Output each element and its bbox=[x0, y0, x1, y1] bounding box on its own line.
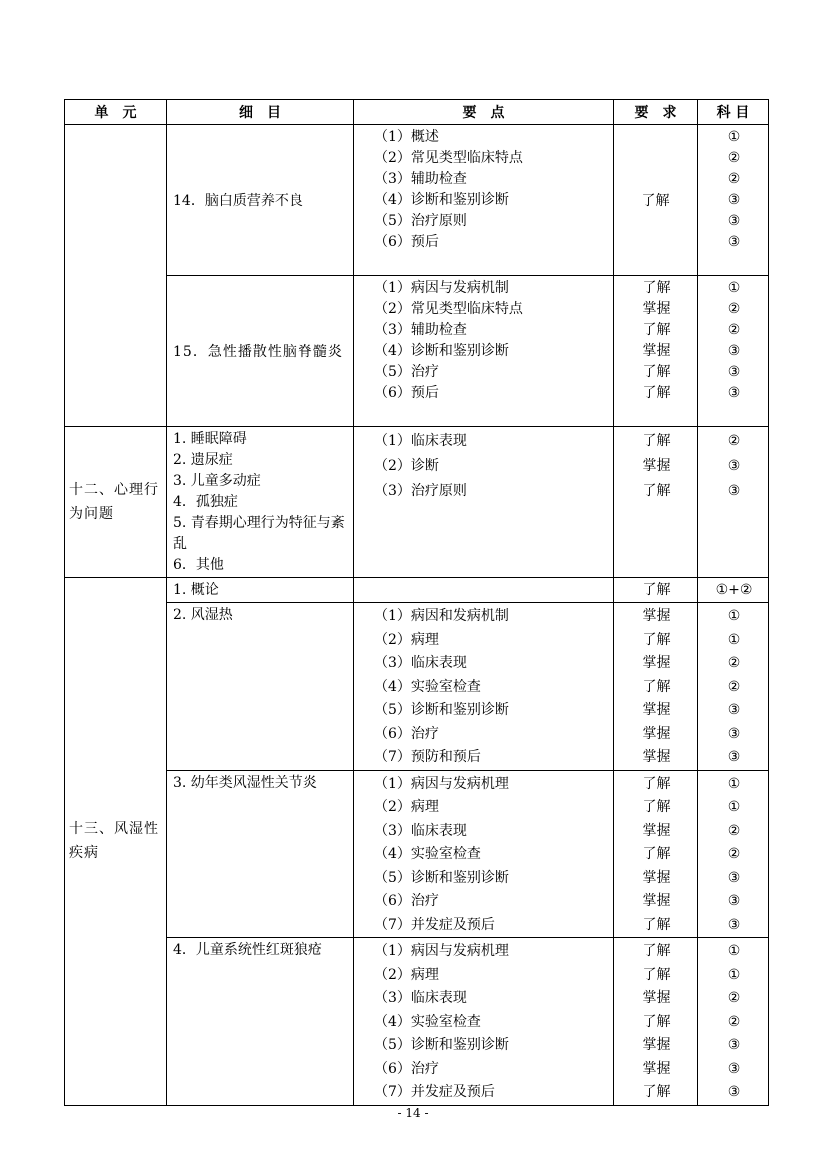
subject-label: ③ bbox=[727, 725, 741, 742]
point-label: （3）临床表现 bbox=[374, 990, 467, 1006]
requirement-label: 了解 bbox=[642, 966, 671, 983]
requirement-label: 了解 bbox=[642, 433, 671, 449]
item-label: 15．急性播散性脑脊髓炎 bbox=[173, 343, 343, 360]
requirement-label: 了解 bbox=[642, 1084, 671, 1100]
point-label: （2）病理 bbox=[374, 631, 439, 648]
point-label: （6）预后 bbox=[374, 234, 439, 250]
point-label: （3）临床表现 bbox=[374, 822, 467, 839]
requirement-label: 了解 bbox=[642, 916, 671, 933]
subject-label: ③ bbox=[727, 749, 741, 765]
table-row bbox=[65, 125, 769, 276]
point-label: （1）概述 bbox=[374, 129, 439, 145]
subject-label: ③ bbox=[727, 458, 741, 474]
item-cell bbox=[167, 770, 354, 938]
subject-label: ① bbox=[727, 943, 741, 959]
point-label: （6）预后 bbox=[374, 385, 439, 401]
subject-label: ③ bbox=[727, 1084, 741, 1100]
item-label: 1. 概论 bbox=[173, 582, 219, 598]
table-row bbox=[65, 276, 769, 427]
point-label: （3）临床表现 bbox=[374, 655, 467, 671]
subject-cell bbox=[698, 770, 769, 938]
item-label: 14．脑白质营养不良 bbox=[173, 192, 303, 209]
point-label: （2）常见类型临床特点 bbox=[374, 150, 523, 166]
syllabus-table bbox=[64, 99, 769, 1106]
point-label: （6）治疗 bbox=[374, 725, 439, 742]
requirement-cell bbox=[614, 770, 698, 938]
item-cell bbox=[167, 603, 354, 771]
point-label: （4）诊断和鉴别诊断 bbox=[374, 343, 509, 359]
subject-label: ③ bbox=[727, 213, 741, 229]
requirement-label: 掌握 bbox=[642, 608, 671, 624]
requirement-label: 了解 bbox=[642, 846, 671, 862]
requirement-label: 掌握 bbox=[642, 749, 671, 765]
subject-label: ② bbox=[727, 301, 741, 317]
subject-label: ① bbox=[727, 280, 741, 296]
point-label: （4）实验室检查 bbox=[374, 678, 481, 695]
subject-label: ③ bbox=[727, 1037, 741, 1053]
subject-label: ② bbox=[727, 171, 741, 187]
point-label: （3）治疗原则 bbox=[374, 483, 467, 499]
requirement-cell bbox=[614, 276, 698, 427]
subject-cell bbox=[698, 125, 769, 276]
header-points: 要 点 bbox=[354, 100, 614, 125]
point-label: （4）诊断和鉴别诊断 bbox=[374, 192, 509, 208]
requirement-label: 掌握 bbox=[642, 702, 671, 718]
item-label: 1. 睡眠障碍 bbox=[173, 431, 247, 447]
page-number: - 14 - bbox=[397, 1106, 429, 1120]
point-label: （5）治疗 bbox=[374, 364, 439, 380]
subject-label: ② bbox=[727, 822, 741, 839]
subject-label: ② bbox=[727, 150, 741, 166]
requirement-label: 掌握 bbox=[642, 458, 671, 474]
requirement-label: 掌握 bbox=[642, 301, 671, 317]
requirement-label: 了解 bbox=[642, 483, 671, 499]
point-label: （7）并发症及预后 bbox=[374, 916, 495, 933]
requirement-label: 了解 bbox=[642, 631, 671, 648]
requirement-label: 了解 bbox=[642, 1013, 671, 1030]
subject-label: ③ bbox=[727, 869, 741, 886]
point-label: （6）治疗 bbox=[374, 893, 439, 909]
subject-cell bbox=[698, 603, 769, 771]
header-subject: 科 目 bbox=[698, 100, 769, 125]
requirement-label: 掌握 bbox=[642, 822, 671, 839]
unit-cell bbox=[65, 125, 167, 427]
requirement-cell bbox=[614, 578, 698, 603]
item-label: 3. 儿童多动症 bbox=[173, 473, 261, 489]
header-requirement: 要 求 bbox=[614, 100, 698, 125]
requirement-label: 掌握 bbox=[642, 869, 671, 886]
point-label: （1）病因和发病机制 bbox=[374, 608, 509, 624]
subject-label: ③ bbox=[727, 1060, 741, 1077]
item-label: 4．儿童系统性红斑狼疮 bbox=[173, 942, 322, 958]
requirement-label: 掌握 bbox=[642, 725, 671, 742]
requirement-label: 了解 bbox=[642, 582, 671, 598]
requirement-label: 掌握 bbox=[642, 1037, 671, 1053]
requirement-label: 了解 bbox=[642, 775, 671, 792]
subject-cell bbox=[698, 276, 769, 427]
points-cell bbox=[354, 276, 614, 427]
unit-cell: 十三、风湿性疾病 bbox=[65, 578, 167, 1106]
subject-cell bbox=[698, 578, 769, 603]
point-label: （1）临床表现 bbox=[374, 433, 467, 449]
item-label: 4．孤独症 bbox=[173, 494, 238, 510]
item-label: 2. 遗尿症 bbox=[173, 452, 233, 468]
points-cell bbox=[354, 770, 614, 938]
unit-cell: 十二、心理行为问题 bbox=[65, 427, 167, 578]
requirement-label: 掌握 bbox=[642, 655, 671, 671]
table-row bbox=[65, 603, 769, 771]
points-cell bbox=[354, 578, 614, 603]
point-label: （2）常见类型临床特点 bbox=[374, 301, 523, 317]
requirement-cell bbox=[614, 603, 698, 771]
item-label: 6．其他 bbox=[173, 557, 224, 573]
subject-cell bbox=[698, 938, 769, 1106]
subject-label: ① bbox=[727, 799, 741, 815]
points-cell bbox=[354, 427, 614, 578]
requirement-label: 了解 bbox=[642, 799, 671, 815]
subject-label: ② bbox=[727, 322, 741, 338]
subject-label: ③ bbox=[727, 343, 741, 359]
requirement-label: 掌握 bbox=[642, 893, 671, 909]
point-label: （4）实验室检查 bbox=[374, 1013, 481, 1030]
point-label: （2）病理 bbox=[374, 966, 439, 983]
point-label: （6）治疗 bbox=[374, 1060, 439, 1077]
requirement-label: 了解 bbox=[642, 322, 671, 338]
subject-label: ② bbox=[727, 846, 741, 862]
subject-cell bbox=[698, 427, 769, 578]
subject-label: ③ bbox=[727, 385, 741, 401]
point-label: （7）并发症及预后 bbox=[374, 1084, 495, 1100]
table-row bbox=[65, 578, 769, 603]
subject-label: ② bbox=[727, 433, 741, 449]
requirement-label: 了解 bbox=[642, 364, 671, 380]
point-label: （2）病理 bbox=[374, 799, 439, 815]
requirement-label: 掌握 bbox=[642, 1060, 671, 1077]
subject-label: ① bbox=[727, 966, 741, 983]
requirement-cell: 了解 bbox=[614, 125, 698, 276]
subject-label: ①+② bbox=[715, 582, 753, 598]
point-label: （2）诊断 bbox=[374, 458, 439, 474]
point-label: （1）病因与发病机制 bbox=[374, 280, 509, 296]
subject-label: ② bbox=[727, 1013, 741, 1030]
table-row bbox=[65, 427, 769, 578]
point-label: （5）诊断和鉴别诊断 bbox=[374, 1037, 509, 1053]
requirement-cell bbox=[614, 427, 698, 578]
subject-label: ③ bbox=[727, 234, 741, 250]
subject-label: ② bbox=[727, 990, 741, 1006]
point-label: （5）诊断和鉴别诊断 bbox=[374, 702, 509, 718]
item-cell bbox=[167, 578, 354, 603]
point-label: （4）实验室检查 bbox=[374, 846, 481, 862]
subject-label: ① bbox=[727, 775, 741, 792]
subject-label: ② bbox=[727, 678, 741, 695]
subject-label: ③ bbox=[727, 364, 741, 380]
subject-label: ③ bbox=[727, 893, 741, 909]
header-row bbox=[65, 100, 769, 125]
point-label: （7）预防和预后 bbox=[374, 749, 481, 765]
requirement-label: 了解 bbox=[642, 385, 671, 401]
table-row bbox=[65, 770, 769, 938]
subject-label: ③ bbox=[727, 192, 741, 208]
subject-label: ③ bbox=[727, 702, 741, 718]
item-cell bbox=[167, 427, 354, 578]
item-label: 2. 风湿热 bbox=[173, 607, 233, 623]
subject-label: ① bbox=[727, 631, 741, 648]
requirement-label: 掌握 bbox=[642, 343, 671, 359]
requirement-label: 掌握 bbox=[642, 990, 671, 1006]
point-label: （5）诊断和鉴别诊断 bbox=[374, 869, 509, 886]
point-label: （3）辅助检查 bbox=[374, 322, 467, 338]
subject-label: ② bbox=[727, 655, 741, 671]
point-label: （5）治疗原则 bbox=[374, 213, 467, 229]
point-label: （1）病因与发病机理 bbox=[374, 775, 509, 792]
point-label: （3）辅助检查 bbox=[374, 171, 467, 187]
item-label: 3. 幼年类风湿性关节炎 bbox=[173, 774, 317, 791]
item-label: 5. 青春期心理行为特征与紊乱 bbox=[173, 515, 345, 552]
requirement-label: 了解 bbox=[642, 943, 671, 959]
item-cell bbox=[167, 125, 354, 276]
points-cell bbox=[354, 938, 614, 1106]
point-label: （1）病因与发病机理 bbox=[374, 943, 509, 959]
points-cell bbox=[354, 603, 614, 771]
table-row bbox=[65, 938, 769, 1106]
points-cell bbox=[354, 125, 614, 276]
requirement-label: 了解 bbox=[642, 280, 671, 296]
subject-label: ① bbox=[727, 608, 741, 624]
header-item: 细 目 bbox=[167, 100, 354, 125]
item-cell bbox=[167, 276, 354, 427]
requirement-label: 了解 bbox=[642, 678, 671, 695]
subject-label: ① bbox=[727, 129, 741, 145]
subject-label: ③ bbox=[727, 916, 741, 933]
subject-label: ③ bbox=[727, 483, 741, 499]
header-unit: 单 元 bbox=[65, 100, 167, 125]
item-cell bbox=[167, 938, 354, 1106]
requirement-cell bbox=[614, 938, 698, 1106]
